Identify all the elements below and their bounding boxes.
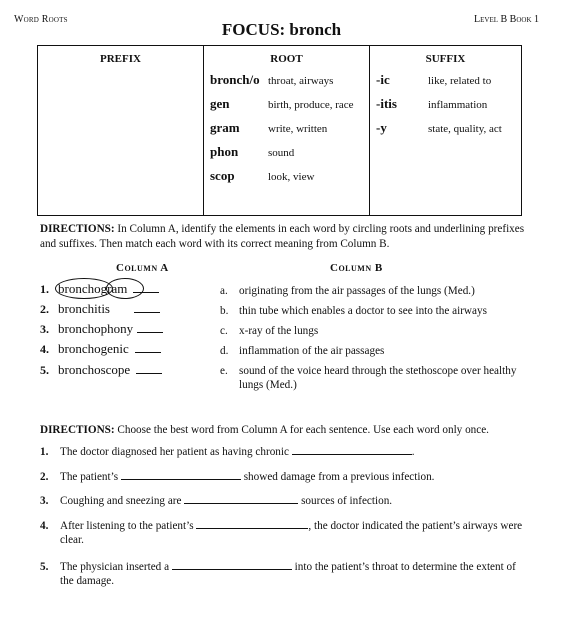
- circled-root: gram: [100, 281, 128, 296]
- directions-label: DIRECTIONS:: [40, 223, 115, 235]
- sentence-number: 3.: [40, 495, 49, 507]
- suffix-column: [370, 46, 522, 216]
- sentence-blank[interactable]: [196, 527, 308, 529]
- root-entry: [210, 72, 363, 96]
- column-a-item: [40, 301, 160, 317]
- sentence-text-before: After listening to the patient’s: [60, 520, 194, 532]
- column-a-item: [40, 281, 159, 297]
- directions-matching: [40, 222, 530, 252]
- root-entry: [210, 120, 363, 144]
- answer-blank[interactable]: [136, 372, 162, 374]
- sentence-text-after: showed damage from a previous infection.: [243, 471, 435, 483]
- series-label: Word Roots: [14, 14, 68, 25]
- directions-label: DIRECTIONS:: [40, 424, 115, 436]
- prefix-heading: PREFIX: [100, 53, 141, 65]
- suffix-entry: [376, 120, 515, 144]
- suffix-term: -ic: [376, 72, 390, 87]
- suffix-meaning: like, related to: [428, 75, 492, 87]
- prefix-column: [38, 46, 204, 216]
- column-b-meaning: thin tube which enables a doctor to see into the airways: [239, 305, 487, 317]
- item-letter: e.: [220, 365, 228, 377]
- column-b-meaning: x-ray of the lungs: [239, 325, 319, 337]
- sentence-number: 2.: [40, 471, 49, 483]
- item-number: 4.: [40, 342, 49, 356]
- sentence-blank[interactable]: [121, 478, 241, 480]
- root-entry: [210, 168, 363, 192]
- sentence-item: [40, 494, 530, 508]
- root-column: [204, 46, 370, 216]
- sentence-blank[interactable]: [292, 453, 412, 455]
- word-parts-table: [37, 45, 522, 216]
- answer-blank[interactable]: [137, 331, 163, 333]
- directions-sentences: [40, 423, 530, 438]
- root-term: gen: [210, 96, 230, 111]
- sentence-text-after: sources of infection.: [301, 495, 393, 507]
- sentence-text-before: The physician inserted a: [60, 561, 170, 573]
- column-b-meaning: sound of the voice heard through the stethoscope over healthy lungs (Med.): [239, 365, 517, 391]
- column-a-heading: Column A: [116, 262, 169, 274]
- column-b-meaning: originating from the air passages of the lungs (Med.): [239, 285, 475, 297]
- root-meaning: throat, airways: [268, 75, 334, 87]
- column-a-item: [40, 362, 162, 378]
- root-meaning: sound: [268, 147, 295, 159]
- sentence-text-after: .: [411, 446, 415, 458]
- column-b-item: [220, 364, 520, 392]
- column-b-heading: Column B: [330, 262, 383, 274]
- column-a-word: bronchitis: [58, 301, 110, 316]
- answer-blank[interactable]: [135, 351, 161, 353]
- column-a-word: bronchogenic: [58, 341, 129, 356]
- column-a-item: [40, 341, 161, 357]
- column-a-word: bronchophony: [58, 321, 134, 336]
- item-letter: b.: [220, 305, 229, 317]
- root-entry: [210, 144, 363, 168]
- suffix-term: -y: [376, 120, 387, 135]
- column-b-item: [220, 304, 520, 318]
- root-term: bronch/o: [210, 72, 260, 87]
- suffix-heading: SUFFIX: [425, 53, 466, 65]
- root-term: scop: [210, 168, 235, 183]
- column-b-item: [220, 344, 520, 358]
- root-circle-1: [55, 278, 113, 299]
- root-circle-2: [106, 278, 144, 299]
- item-number: 1.: [40, 282, 49, 296]
- suffix-term: -itis: [376, 96, 397, 111]
- sentence-text-before: The patient’s: [60, 471, 119, 483]
- sentence-item: [40, 445, 530, 459]
- sentence-number: 1.: [40, 446, 49, 458]
- item-number: 2.: [40, 302, 49, 316]
- column-a-item: [40, 321, 163, 337]
- item-number: 5.: [40, 363, 49, 377]
- suffix-entry: [376, 72, 515, 96]
- sentence-item: [40, 470, 530, 484]
- sentence-blank[interactable]: [184, 502, 298, 504]
- sentence-text-before: The doctor diagnosed her patient as having chronic: [60, 446, 289, 458]
- suffix-meaning: inflammation: [428, 99, 488, 111]
- item-letter: a.: [220, 285, 228, 297]
- directions-text: In Column A, identify the elements in each word by circling roots and underlining prefixes and suffixes. Then match each word with its correct meaning from Column B.: [40, 223, 525, 250]
- suffix-entry: [376, 96, 515, 120]
- page-title: FOCUS: bronch: [221, 20, 342, 39]
- item-letter: d.: [220, 345, 229, 357]
- level-label: Level B Book 1: [474, 14, 539, 25]
- sentence-text-after: into the patient’s throat to determine the extent of the damage.: [60, 561, 516, 587]
- sentence-number: 5.: [40, 561, 49, 573]
- root-heading: ROOT: [270, 53, 303, 65]
- circled-example-word: [58, 281, 127, 297]
- item-number: 3.: [40, 322, 49, 336]
- column-b-item: [220, 284, 520, 298]
- circled-root: broncho: [58, 281, 101, 296]
- sentence-text-after: , the doctor indicated the patient’s airways were clear.: [60, 520, 523, 546]
- sentence-item: [40, 519, 530, 547]
- directions-text: Choose the best word from Column A for each sentence. Use each word only once.: [117, 424, 489, 436]
- root-term: phon: [210, 144, 239, 159]
- item-letter: c.: [220, 325, 228, 337]
- sentence-text-before: Coughing and sneezing are: [60, 495, 182, 507]
- root-entry: [210, 96, 363, 120]
- root-meaning: write, written: [268, 123, 328, 135]
- sentence-number: 4.: [40, 520, 49, 532]
- column-a-word: bronchoscope: [58, 362, 131, 377]
- column-b-meaning: inflammation of the air passages: [239, 345, 385, 357]
- answer-blank[interactable]: [134, 311, 160, 313]
- sentence-blank[interactable]: [172, 568, 292, 570]
- root-meaning: birth, produce, race: [268, 99, 354, 111]
- root-term: gram: [210, 120, 240, 135]
- column-b-item: [220, 324, 520, 338]
- sentence-item: [40, 560, 530, 588]
- root-meaning: look, view: [268, 171, 315, 183]
- suffix-meaning: state, quality, act: [428, 123, 502, 135]
